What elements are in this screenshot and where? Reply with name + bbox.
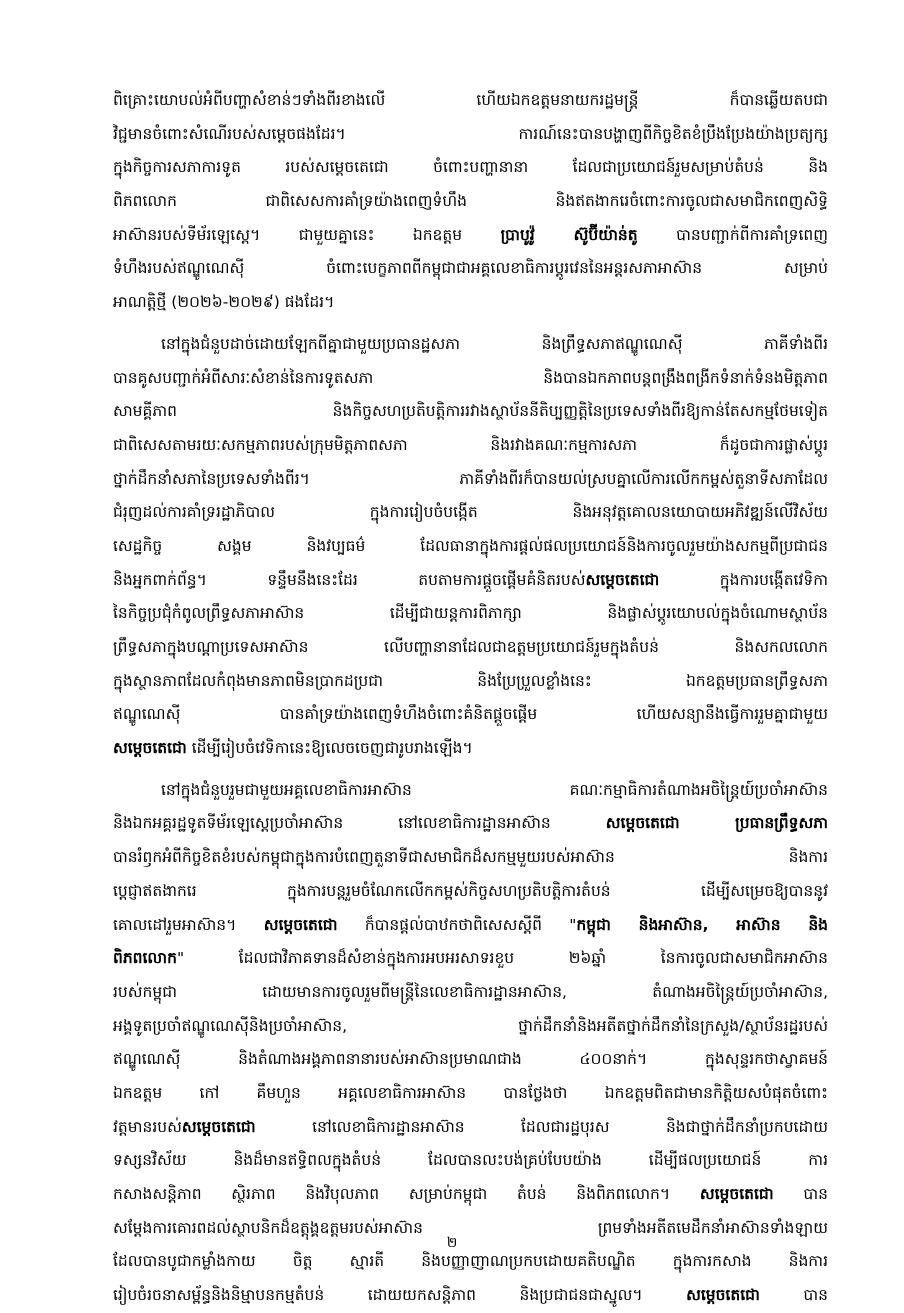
bold-name: សម្តេចតេជោ <box>585 570 660 589</box>
text-run: និងអ្នកពាក់ព័ន្ធ។ ទន្ទឹមនឹងនេះដែរ តបតាមការផ្តួចផ្តើមគំនិតរបស់ <box>113 570 586 589</box>
text-run: កសាងសន្តិភាព ស្ថិរភាព និងវិបុលភាព សម្រាប់កម្ពុជា តំបន់ និងពិភពលោក។ <box>113 1185 700 1203</box>
text-line: បានគូសបញ្ជាក់អំពីសារៈសំខាន់នៃការទូតសភា និងបានឯកភាពបន្តពង្រឹងពង្រីកទំនាក់ទំនងមិត្តភាព <box>113 368 828 387</box>
page-number: ២ <box>446 1235 458 1251</box>
bold-name: សម្តេចតេជោ <box>263 915 338 934</box>
text-line: ពិគ្រោះយោបល់អំពីបញ្ហាសំខាន់ៗទាំងពីរខាងលើ ហើយឯកឧត្តមនាយករដ្ឋមន្ត្រី ក៏បានឆ្លើយតបជា <box>113 91 828 109</box>
paragraph-3 <box>113 774 828 1313</box>
text-line: អង្គទូតប្រចាំឥណ្ឌូណេស៊ីនិងប្រចាំអាស៊ាន, ថ្នាក់ដឹកនាំនិងអតីតថ្នាក់ដឹកនាំនៃក្រសួង/ស្ថាប័នរដ្ឋរបស់ <box>113 1016 828 1035</box>
paragraph-gap <box>113 766 828 774</box>
text-run: ក្នុងការបង្កើតវេទិកា <box>659 570 828 589</box>
text-line <box>113 909 828 943</box>
text-line <box>113 942 828 976</box>
text-run: ក៏បានផ្តល់បាឋកថាពិសេសស្តីពី " <box>337 915 577 934</box>
text-line: ក្នុងស្ថានភាពដែលកំពុងមានភាពមិនប្រាកដប្រជា និងប្រែប្រួលខ្លាំងនេះ ឯកឧត្តមប្រធានព្រឹទ្ធសភា <box>113 671 828 690</box>
text-run: បានបញ្ជាក់ពីការគាំទ្រពេញ <box>637 225 828 244</box>
text-run: គោលដៅរួមអាស៊ាន។ <box>113 915 264 934</box>
text-line: ថ្នាក់ដឹកនាំសភានៃប្រទេសទាំងពីរ។ ភាគីទាំងពីរក៏បានយល់ស្របគ្នាលើការលើកកម្ពស់តួនាទីសភាដែល <box>113 469 828 488</box>
text-line: ដែលបានបូជាកម្លាំងកាយ ចិត្ត ស្មារតី និងបញ្ញាញាណប្រកបដោយគតិបណ្ឌិត ក្នុងការកសាង និងការ <box>113 1252 828 1271</box>
text-line: ឯកឧត្តម កៅ គឹមហួន អគ្គលេខាធិការអាស៊ាន បានថ្លែងថា ឯកឧត្តមពិតជាមានកិត្តិយសបំផុតចំពោះ <box>113 1083 828 1102</box>
text-run: នៅលេខាធិការដ្ឋានអាស៊ាន ដែលជារដ្ឋបុរស និងជាថ្នាក់ដឹកនាំប្រកបដោយ <box>255 1117 828 1136</box>
text-line: សាមគ្គីភាព និងកិច្ចសហប្រតិបត្តិការរវាងស្ថាប័ននីតិប្បញ្ញត្តិនៃប្រទេសទាំងពីរឱ្យកាន់តែសកម្មថែមទៀត <box>113 402 828 421</box>
bold-name: សម្តេចតេជោ <box>699 1185 774 1203</box>
text-line: វិជ្ជមានចំពោះសំណើរបស់សម្តេចផងដែរ។ ការណ៍នេះបានបង្ហាញពីកិច្ចខិតខំប្រឹងប្រែងយ៉ាងប្រត្យក្ស <box>113 124 828 143</box>
text-line: ក្នុងកិច្ចការសភាការទូត របស់សម្តេចតេជោ ចំពោះបញ្ហានានា ដែលជាប្រយោជន៍រួមសម្រាប់តំបន់ និង <box>113 158 828 177</box>
document-body <box>113 84 828 1313</box>
bold-name: សម្តេចតេជោ <box>181 1117 256 1136</box>
text-line: បានរំឭកអំពីកិច្ចខិតខំរបស់កម្ពុជាក្នុងការបំពេញតួនាទីជាសមាជិកដ៏សកម្មមួយរបស់អាស៊ាន និងការ <box>113 848 828 867</box>
text-run: នៅក្នុងជំនួបរួមជាមួយអគ្គលេខាធិការអាស៊ាន គណៈកម្មាធិការតំណាងអចិន្ត្រៃយ៍ប្រចាំអាស៊ាន <box>161 780 828 799</box>
text-line: ឥណ្ឌូណេស៊ី បានគាំទ្រយ៉ាងពេញទំហឹងចំពោះគំនិតផ្តួចផ្តើម ហើយសន្យានឹងធ្វើការរួមគ្នាជាមួយ <box>113 705 828 724</box>
bold-name: សម្តេចតេជោ <box>113 739 187 758</box>
text-run: អាស៊ានរបស់ទីម័រឡេស្តេ។ ជាមួយគ្នានេះ ឯកឧត្តម <box>113 225 501 244</box>
text-line: សម្តែងការគោរពដល់ស្ថាបនិកដ៏ឧត្តុង្គឧត្តមរបស់អាស៊ាន ព្រមទាំងអតីតមេដឹកនាំអាស៊ានទាំងឡាយ <box>113 1218 828 1237</box>
text-line: របស់កម្ពុជា ដោយមានការចូលរួមពីមន្ត្រីនៃលេខាធិការដ្ឋានអាស៊ាន, តំណាងអចិន្ត្រៃយ៍ប្រចាំអាស៊ាន, <box>113 982 828 1001</box>
text-line: ប្តេជ្ញាឥតងាករេ ក្នុងការបន្តរួមចំណែកលើកកម្ពស់កិច្ចសហប្រតិបត្តិការតំបន់ ដើម្បីសម្រេចឱ្យបាននូវ <box>113 881 828 900</box>
text-line <box>113 219 828 253</box>
paragraph-gap <box>113 320 828 328</box>
text-line: នៅក្នុងជំនួបដាច់ដោយឡែកពីគ្នាជាមួយប្រធានដ្ឋសភា និងព្រឹទ្ធសភាឥណ្ឌូណេស៊ី ភាគីទាំងពីរ <box>161 334 828 353</box>
text-line <box>113 732 828 766</box>
bold-name: សម្តេចតេជោ ប្រធានព្រឹទ្ធសភា <box>605 814 828 833</box>
text-line <box>113 807 828 841</box>
text-line: ទស្សនវិស័យ និងដ៏មានឥទ្ធិពលក្នុងតំបន់ ដែលបានលះបង់គ្រប់បែបយ៉ាង ដើម្បីផលប្រយោជន៍ ការ <box>113 1151 828 1170</box>
text-line <box>113 1279 828 1313</box>
text-run: " ដែលជាវិភាគទានដ៏សំខាន់ក្នុងការអបអរសាទរខួប ២៦ឆ្នាំ នៃការចូលជាសមាជិកអាស៊ាន <box>176 949 828 968</box>
text-line: ទំហឹងរបស់ឥណ្ឌូណេស៊ី ចំពោះបេក្ខភាពពីកម្ពុជាជាអគ្គលេខាធិការប្តូរវេននៃអន្តរសភាអាស៊ាន សម្រាប់ <box>113 259 828 278</box>
text-run: វត្តមានរបស់ <box>113 1117 182 1136</box>
paragraph-2 <box>113 328 828 766</box>
text-line: ជាពិសេសតាមរយៈសកម្មភាពរបស់ក្រុមមិត្តភាពសភា និងរវាងគណៈកម្មការសភា ក៏ដូចជាការផ្លាស់ប្តូរ <box>113 435 828 454</box>
bold-name: ប្រាបូវ៉ូ ស៊ូប៊ីយ៉ាន់តូ <box>500 225 638 244</box>
text-line: អាណត្តិថ្មី (២០២៦-២០២៩) ផងដែរ។ <box>113 293 335 312</box>
bold-name: សម្តេចតេជោ <box>686 1286 760 1305</box>
text-run: រៀបចំរចនាសម្ព័ន្ធនិងនិម្មាបនកម្មតំបន់ ដោយយកសន្តិភាព និងប្រជាជនជាស្នូល។ <box>113 1286 687 1305</box>
text-line: ឥណ្ឌូណេស៊ី និងតំណាងអង្គភាពនានារបស់អាស៊ានប្រមាណជាង ៤០០នាក់។ ក្នុងសុន្ទរកថាស្វាគមន៍ <box>113 1050 828 1069</box>
text-run: បាន <box>759 1286 828 1305</box>
text-line: ព្រឹទ្ធសភាក្នុងបណ្តាប្រទេសអាស៊ាន លើបញ្ហានានាដែលជាឧត្តមប្រយោជន៍រួមក្នុងតំបន់ និងសកលលោក <box>113 638 828 656</box>
text-line <box>113 1178 828 1212</box>
bold-lecture-title: ពិភពលោក <box>113 949 177 968</box>
text-line <box>113 1111 828 1145</box>
bold-lecture-title: កម្ពុជា និងអាស៊ាន, អាស៊ាន និង <box>576 915 828 934</box>
paragraph-1 <box>113 84 828 320</box>
text-run: ដើម្បីរៀបចំវេទិកានេះឱ្យលេចចេញជារូបរាងឡើង។ <box>186 739 473 758</box>
text-run: បាន <box>773 1185 828 1203</box>
text-run: និងឯកអគ្គរដ្ឋទូតទីម័រឡេស្តេប្រចាំអាស៊ាន នៅលេខាធិការដ្ឋានអាស៊ាន <box>113 814 606 833</box>
text-line <box>113 564 828 598</box>
text-line <box>113 774 828 808</box>
text-line: ពិភពលោក ជាពិសេសការគាំទ្រយ៉ាងពេញទំហឹង និងឥតងាករេចំពោះការចូលជាសមាជិកពេញសិទ្ធិ <box>113 192 828 211</box>
text-line: នៃកិច្ចប្រជុំកំពូលព្រឹទ្ធសភាអាស៊ាន ដើម្បីជាយន្តការពិភាក្សា និងផ្លាស់ប្តូរយោបល់ក្នុងចំណោមស្ថាប័ន <box>113 604 828 623</box>
text-line: សេដ្ឋកិច្ច សង្គម និងវប្បធម៌ ដែលធានាក្នុងការផ្តល់ផលប្រយោជន៍និងការចូលរួមយ៉ាងសកម្មពីប្រជាជន <box>113 536 828 555</box>
text-line: ជំរុញដល់ការគាំទ្ររដ្ឋាភិបាល ក្នុងការរៀបចំបង្កើត និងអនុវត្តគោលនយោបាយអភិវឌ្ឍន៍លើវិស័យ <box>113 503 828 522</box>
